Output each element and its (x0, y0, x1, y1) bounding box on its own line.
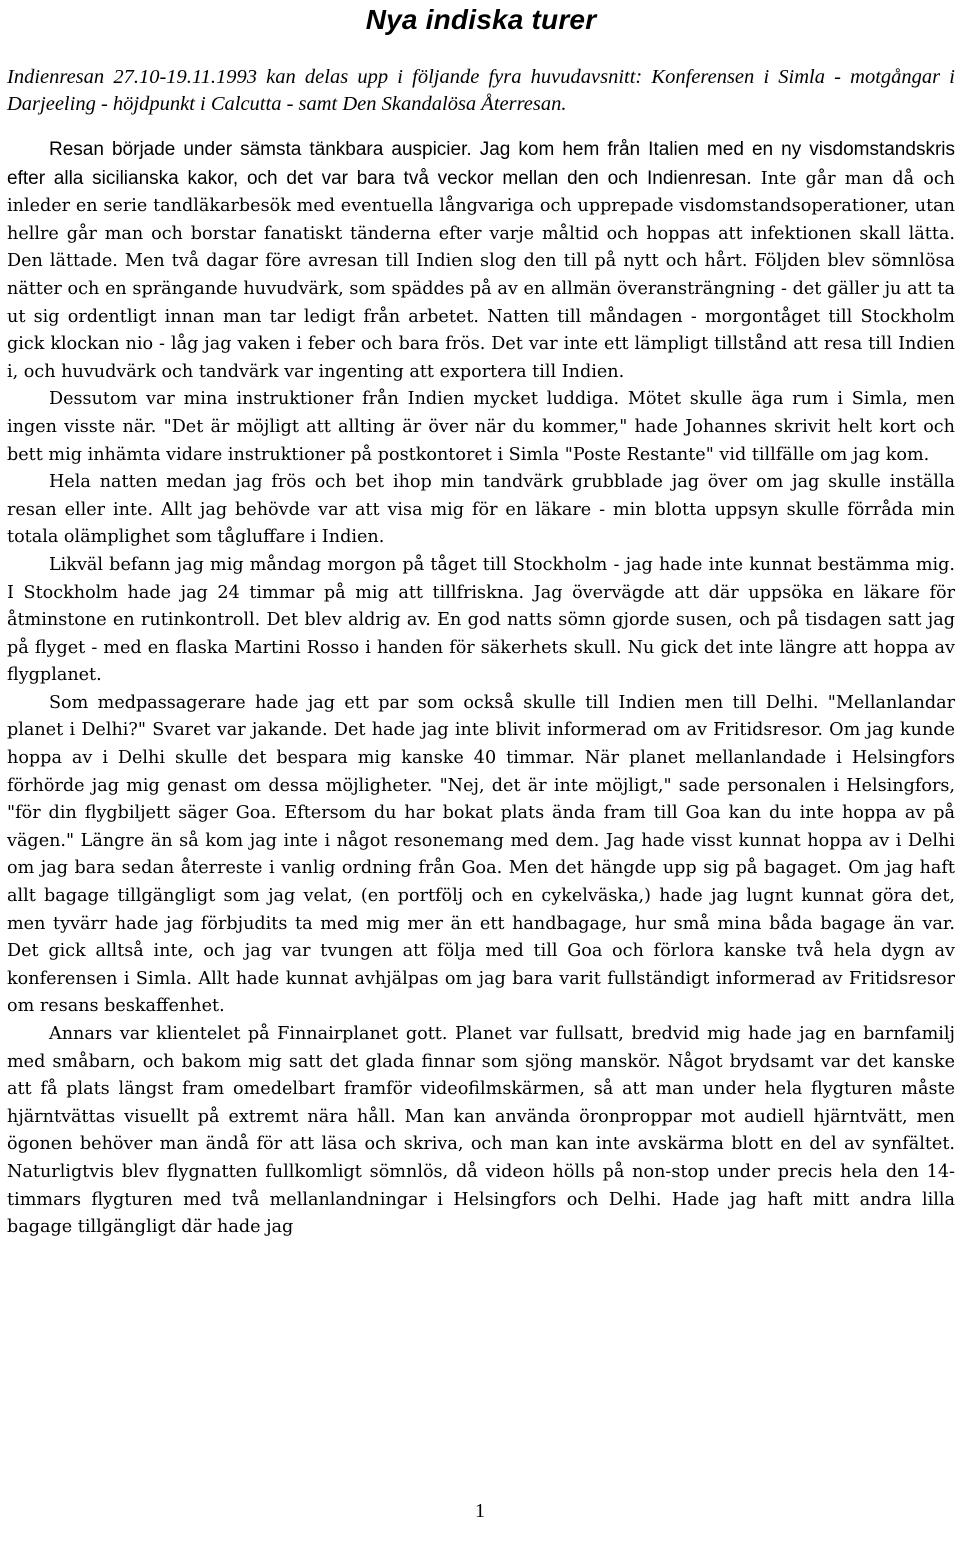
document-page (7, 0, 955, 1242)
paragraph-2: Dessutom var mina instruktioner från Indien mycket luddiga. Mötet skulle äga rum i Simla, men ingen visste när. "Det är möjligt att allting är över när du kommer," hade Johannes skrivit helt kort och bett mig inhämta vidare instruktioner på postkontoret i Simla "Poste Restante" vid tillfälle om jag kom. (7, 389, 955, 465)
paragraph-4: Likväl befann jag mig måndag morgon på tåget till Stockholm - jag hade inte kunnat bestämma mig. I Stockholm hade jag 24 timmar på mig att tillfriskna. Jag övervägde att där uppsöka en läkare för åtminstone en rutinkontroll. Det blev aldrig av. En god natts sömn gjorde susen, och på tisdagen satt jag på flyget - med en flaska Martini Rosso i handen för säkerhets skull. Nu gick det inte längre att hoppa av flygplanet. (7, 554, 955, 686)
paragraph-3: Hela natten medan jag frös och bet ihop min tandvärk grubblade jag över om jag skulle inställa resan eller inte. Allt jag behövde var att visa mig för en läkare - min blotta uppsyn skulle förråda min totala olämplighet som tågluffare i Indien. (7, 472, 955, 548)
page-number: 1 (475, 1500, 485, 1522)
paragraph-1-opening: Resan började under sämsta tänkbara auspicier. Jag kom hem från Italien med en ny visdomstandskris efter alla sicilianska kakor, och det var bara två veckor mellan den och Indienresan. (7, 139, 955, 189)
paragraph-5: Som medpassagerare hade jag ett par som också skulle till Indien men till Delhi. "Mellanlandar planet i Delhi?" Svaret var jakande. Det hade jag inte blivit informerad om av Fritidsresor. Om jag kunde hoppa av i Delhi skulle det bespara mig kanske 40 timmar. När planet mellanlandade i Helsingfors förhörde jag mig genast om dessa möjligheter. "Nej, det är inte möjligt," sade personalen i Helsingfors, "för din flygbiljett säger Goa. Eftersom du har bokat plats ända fram till Goa kan du inte hoppa av på vägen." Längre än så kom jag inte i något resonemang med dem. Jag hade visst kunnat hoppa av i Delhi om jag bara sedan återreste i vanlig ordning från Goa. Men det hängde upp sig på bagaget. Om jag haft allt bagage tillgängligt som jag velat, (en portfölj och en cykelväska,) hade jag lugnt kunnat göra det, men tyvärr hade jag förbjudits ta med mig mer än ett handbagage, hur små mina båda bagage än var. Det gick alltså inte, och jag var tvungen att följa med till Goa och förlora kanske två hela dygn av konferensen i Simla. Allt hade kunnat avhjälpas om jag bara varit fullständigt informerad av Fritidsresor om resans beskaffenhet. (7, 692, 955, 1017)
intro-paragraph: Indienresan 27.10-19.11.1993 kan delas upp i följande fyra huvudavsnitt: Konferensen i Simla - motgångar i Darjeeling - höjdpunkt i Calcutta - samt Den Skandalösa Återresan. (7, 66, 955, 115)
paragraph-1 (7, 136, 955, 386)
paragraph-1-continuation: Inte går man då och inleder en serie tandläkarbesök med eventuella långvariga och upprepade visdomstandsoperationer, utan hellre går man och borstar fanatiskt tänderna efter varje måltid och hoppas att infektionen skall lätta. Den lättade. Men två dagar före avresan till Indien slog den till på nytt och hårt. Följden blev sömnlösa nätter och en sprängande huvudvärk, som späddes på av en allmän överansträngning - det gäller ju att ta ut sig ordentligt innan man tar ledigt från arbetet. Natten till måndagen - morgontåget till Stockholm gick klockan nio - låg jag vaken i feber och bara frös. Det var inte ett lämpligt tillstånd att resa till Indien i, och huvudvärk och tandvärk var ingenting att exportera till Indien. (7, 168, 955, 382)
paragraph-6: Annars var klientelet på Finnairplanet gott. Planet var fullsatt, bredvid mig hade jag en barnfamilj med småbarn, och bakom mig satt det glada finnar som sjöng manskör. Något brydsamt var det kanske att få plats längst fram omedelbart framför videofilmskärmen, så att man under hela flygturen måste hjärntvättas visuellt på extremt nära håll. Man kan använda öronproppar mot audiell hjärntvätt, men ögonen behöver man ändå för att läsa och skriva, och man kan inte avskärma blott en del av synfältet. Naturligtvis blev flygnatten fullkomligt sömnlös, då videon hölls på non-stop under precis hela den 14-timmars flygturen med två mellanlandningar i Helsingfors och Delhi. Hade jag haft mitt andra lilla bagage tillgängligt där hade jag (7, 1024, 955, 1238)
document-title: Nya indiska turer (365, 4, 597, 35)
